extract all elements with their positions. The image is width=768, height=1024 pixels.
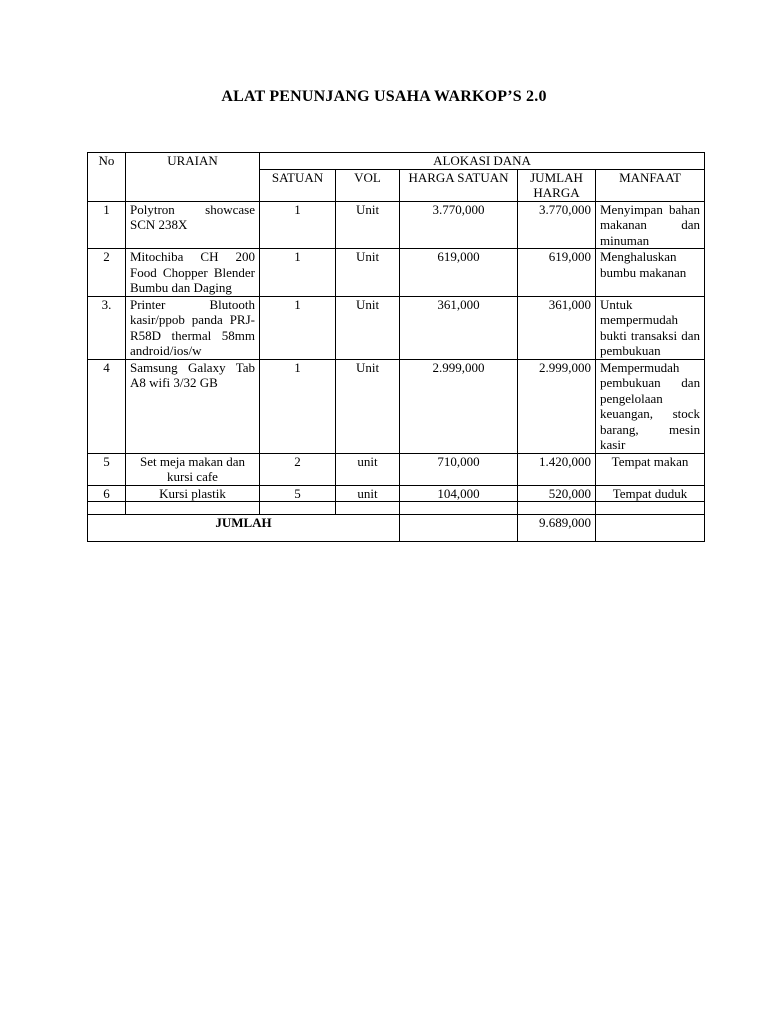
row-harga-satuan: 619,000 bbox=[400, 249, 518, 297]
empty-cell bbox=[596, 515, 705, 542]
empty-cell bbox=[88, 502, 126, 515]
empty-cell bbox=[260, 502, 336, 515]
row-satuan: 5 bbox=[260, 485, 336, 502]
row-satuan: 2 bbox=[260, 453, 336, 485]
header-manfaat: MANFAAT bbox=[596, 169, 705, 201]
row-no: 1 bbox=[88, 201, 126, 249]
total-row bbox=[88, 515, 705, 542]
row-vol: Unit bbox=[336, 201, 400, 249]
empty-cell bbox=[400, 502, 518, 515]
row-vol: Unit bbox=[336, 359, 400, 453]
row-vol: Unit bbox=[336, 296, 400, 359]
row-satuan: 1 bbox=[260, 201, 336, 249]
row-satuan: 1 bbox=[260, 296, 336, 359]
row-jumlah-harga: 2.999,000 bbox=[518, 359, 596, 453]
empty-cell bbox=[596, 502, 705, 515]
total-value: 9.689,000 bbox=[518, 515, 596, 542]
row-jumlah-harga: 520,000 bbox=[518, 485, 596, 502]
row-no: 5 bbox=[88, 453, 126, 485]
header-uraian: URAIAN bbox=[126, 153, 260, 202]
empty-row bbox=[88, 502, 705, 515]
row-uraian: Set meja makan dan kursi cafe bbox=[126, 453, 260, 485]
table-row bbox=[88, 201, 705, 249]
row-uraian: Kursi plastik bbox=[126, 485, 260, 502]
row-manfaat: Menyimpan bahan makanan dan minuman bbox=[596, 201, 705, 249]
row-jumlah-harga: 361,000 bbox=[518, 296, 596, 359]
empty-cell bbox=[336, 502, 400, 515]
header-alokasi-dana: ALOKASI DANA bbox=[260, 153, 705, 170]
row-uraian: Mitochiba CH 200 Food Chopper Blender Bumbu dan Daging bbox=[126, 249, 260, 297]
header-vol: VOL bbox=[336, 169, 400, 201]
header-no: No bbox=[88, 153, 126, 202]
row-harga-satuan: 361,000 bbox=[400, 296, 518, 359]
total-label: JUMLAH bbox=[88, 515, 400, 542]
header-satuan: SATUAN bbox=[260, 169, 336, 201]
row-vol: Unit bbox=[336, 249, 400, 297]
row-manfaat: Tempat duduk bbox=[596, 485, 705, 502]
header-row-1 bbox=[88, 153, 705, 170]
table-row bbox=[88, 296, 705, 359]
header-harga-satuan: HARGA SATUAN bbox=[400, 169, 518, 201]
row-uraian: Polytron showcase SCN 238X bbox=[126, 201, 260, 249]
header-jumlah-harga: JUMLAH HARGA bbox=[518, 169, 596, 201]
row-manfaat: Untuk mempermudah bukti transaksi dan pembukuan bbox=[596, 296, 705, 359]
row-manfaat: Menghaluskan bumbu makanan bbox=[596, 249, 705, 297]
table-row bbox=[88, 485, 705, 502]
row-uraian: Samsung Galaxy Tab A8 wifi 3/32 GB bbox=[126, 359, 260, 453]
table-row bbox=[88, 249, 705, 297]
row-harga-satuan: 104,000 bbox=[400, 485, 518, 502]
empty-cell bbox=[126, 502, 260, 515]
row-vol: unit bbox=[336, 485, 400, 502]
row-harga-satuan: 3.770,000 bbox=[400, 201, 518, 249]
row-no: 4 bbox=[88, 359, 126, 453]
row-jumlah-harga: 619,000 bbox=[518, 249, 596, 297]
empty-cell bbox=[518, 502, 596, 515]
row-harga-satuan: 710,000 bbox=[400, 453, 518, 485]
row-uraian: Printer Blutooth kasir/ppob panda PRJ-R58D thermal 58mm android/ios/w bbox=[126, 296, 260, 359]
row-vol: unit bbox=[336, 453, 400, 485]
row-no: 6 bbox=[88, 485, 126, 502]
row-no: 3. bbox=[88, 296, 126, 359]
budget-table bbox=[87, 152, 705, 542]
row-satuan: 1 bbox=[260, 359, 336, 453]
table-row bbox=[88, 359, 705, 453]
row-no: 2 bbox=[88, 249, 126, 297]
empty-cell bbox=[400, 515, 518, 542]
row-harga-satuan: 2.999,000 bbox=[400, 359, 518, 453]
row-manfaat: Tempat makan bbox=[596, 453, 705, 485]
document-title: ALAT PENUNJANG USAHA WARKOP’S 2.0 bbox=[221, 88, 547, 105]
row-jumlah-harga: 1.420,000 bbox=[518, 453, 596, 485]
row-jumlah-harga: 3.770,000 bbox=[518, 201, 596, 249]
row-manfaat: Mempermudah pembukuan dan pengelolaan keuangan, stock barang, mesin kasir bbox=[596, 359, 705, 453]
table-row bbox=[88, 453, 705, 485]
row-satuan: 1 bbox=[260, 249, 336, 297]
